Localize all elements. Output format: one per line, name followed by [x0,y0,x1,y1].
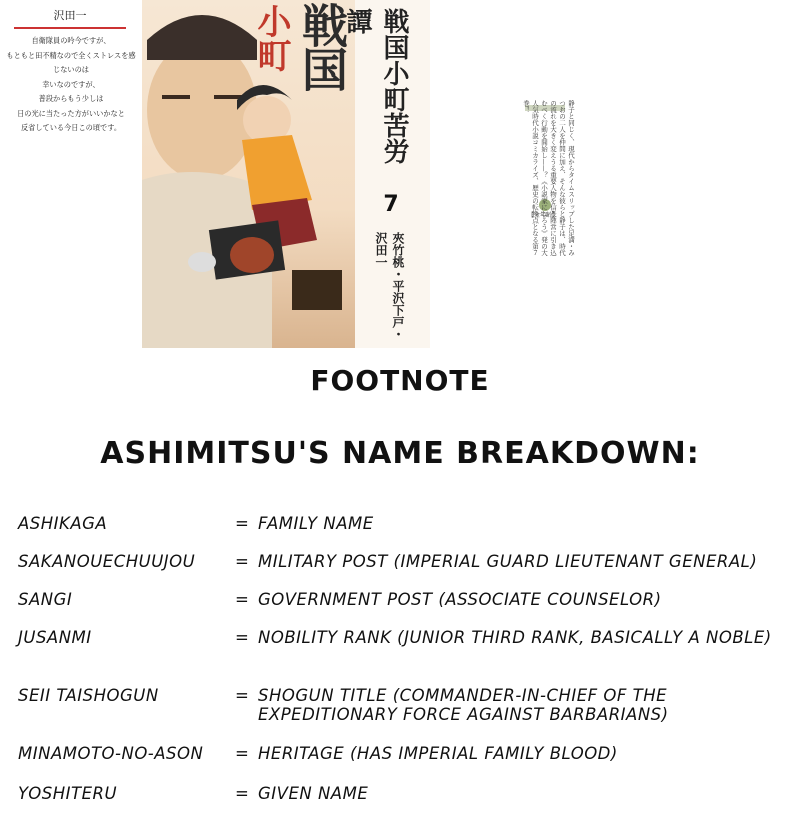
back-cover-blurb: 静子と同じく、現代からタイムスリップした足満・みつおの二人を仲間に加え、そんな彼らと静子は、時代の流れを大きく変えうる重要人物を信長陣営に引き込むべく行動を開始し——？《小説家になろう》発の大人気時代小説コミカライズ、歴史の転換点となる第７巻！ [522,100,575,256]
name-definition: NOBILITY RANK (JUNIOR THIRD RANK, BASICALLY A NOBLE) [258,628,772,647]
author-flap [0,0,140,348]
author-blurb-line: 日の光に当たった方がいいかなと [17,108,125,118]
author-blurb [6,34,136,136]
author-blurb-line: 幸いなのですが、 [42,79,100,89]
equals-sign: = [235,744,250,763]
footnote-subtitle: ASHIMITSU'S NAME BREAKDOWN: [100,436,700,471]
man-hat-shape [147,15,257,60]
name-term: MINAMOTO-NO-ASON [18,744,204,763]
name-term: SANGI [18,590,73,609]
name-term: JUSANMI [18,628,92,647]
name-term: SAKANOUECHUUJOU [18,552,196,571]
name-definition: GOVERNMENT POST (ASSOCIATE COUNSELOR) [258,590,662,609]
name-definition: FAMILY NAME [258,514,374,533]
footnote-title: FOOTNOTE [310,364,490,397]
man-face-shape [147,40,257,180]
spine-title: 戦国小町苦労譚 [342,8,409,164]
spine-volume: 7 [383,192,399,217]
equals-sign: = [235,686,250,705]
book-spine [342,0,430,348]
name-definition: MILITARY POST (IMPERIAL GUARD LIEUTENANT GENERAL) [258,552,758,571]
cover-title-secondary: 小町 [251,4,291,72]
man-eye-shape [214,95,242,99]
man-eye-shape [162,95,190,99]
manga-jacket-spread [0,0,800,348]
author-blurb-line: 反省している今日この頃です。 [20,123,122,132]
name-term: ASHIKAGA [18,514,108,533]
equals-sign: = [235,628,250,647]
teapot-shape [230,237,274,273]
back-cover-art [430,0,800,348]
name-term: YOSHITERU [18,784,118,803]
cover-title-main: 戦国 [295,2,349,90]
author-blurb-line: 普段からもう少しは [38,94,104,103]
back-cover [430,0,800,348]
name-term: SEII TAISHOGUN [18,686,159,705]
author-blurb-line: 自衛隊員の吟今ですが、 [31,36,111,45]
author-name: 沢田一 [14,7,126,29]
equals-sign: = [235,514,250,533]
front-cover-illustration [142,0,355,348]
equals-sign: = [235,552,250,571]
equals-sign: = [235,590,250,609]
equals-sign: = [235,784,250,803]
name-definition: GIVEN NAME [258,784,369,803]
author-blurb-line: もともと田不精なので全くストレスを感じないのは [6,50,136,74]
name-definition: HERITAGE (HAS IMPERIAL FAMILY BLOOD) [258,744,618,763]
tray-shape [292,270,342,310]
name-definition: SHOGUN TITLE (COMMANDER-IN-CHIEF OF THE EXPEDITIONARY FORCE AGAINST BARBARIANS) [258,686,669,724]
spine-credit: 夾竹桃・平沢下戸・沢田一 [374,232,405,340]
age-rating-label: 【全年齢】 [528,212,559,219]
teacup-shape [188,252,216,272]
